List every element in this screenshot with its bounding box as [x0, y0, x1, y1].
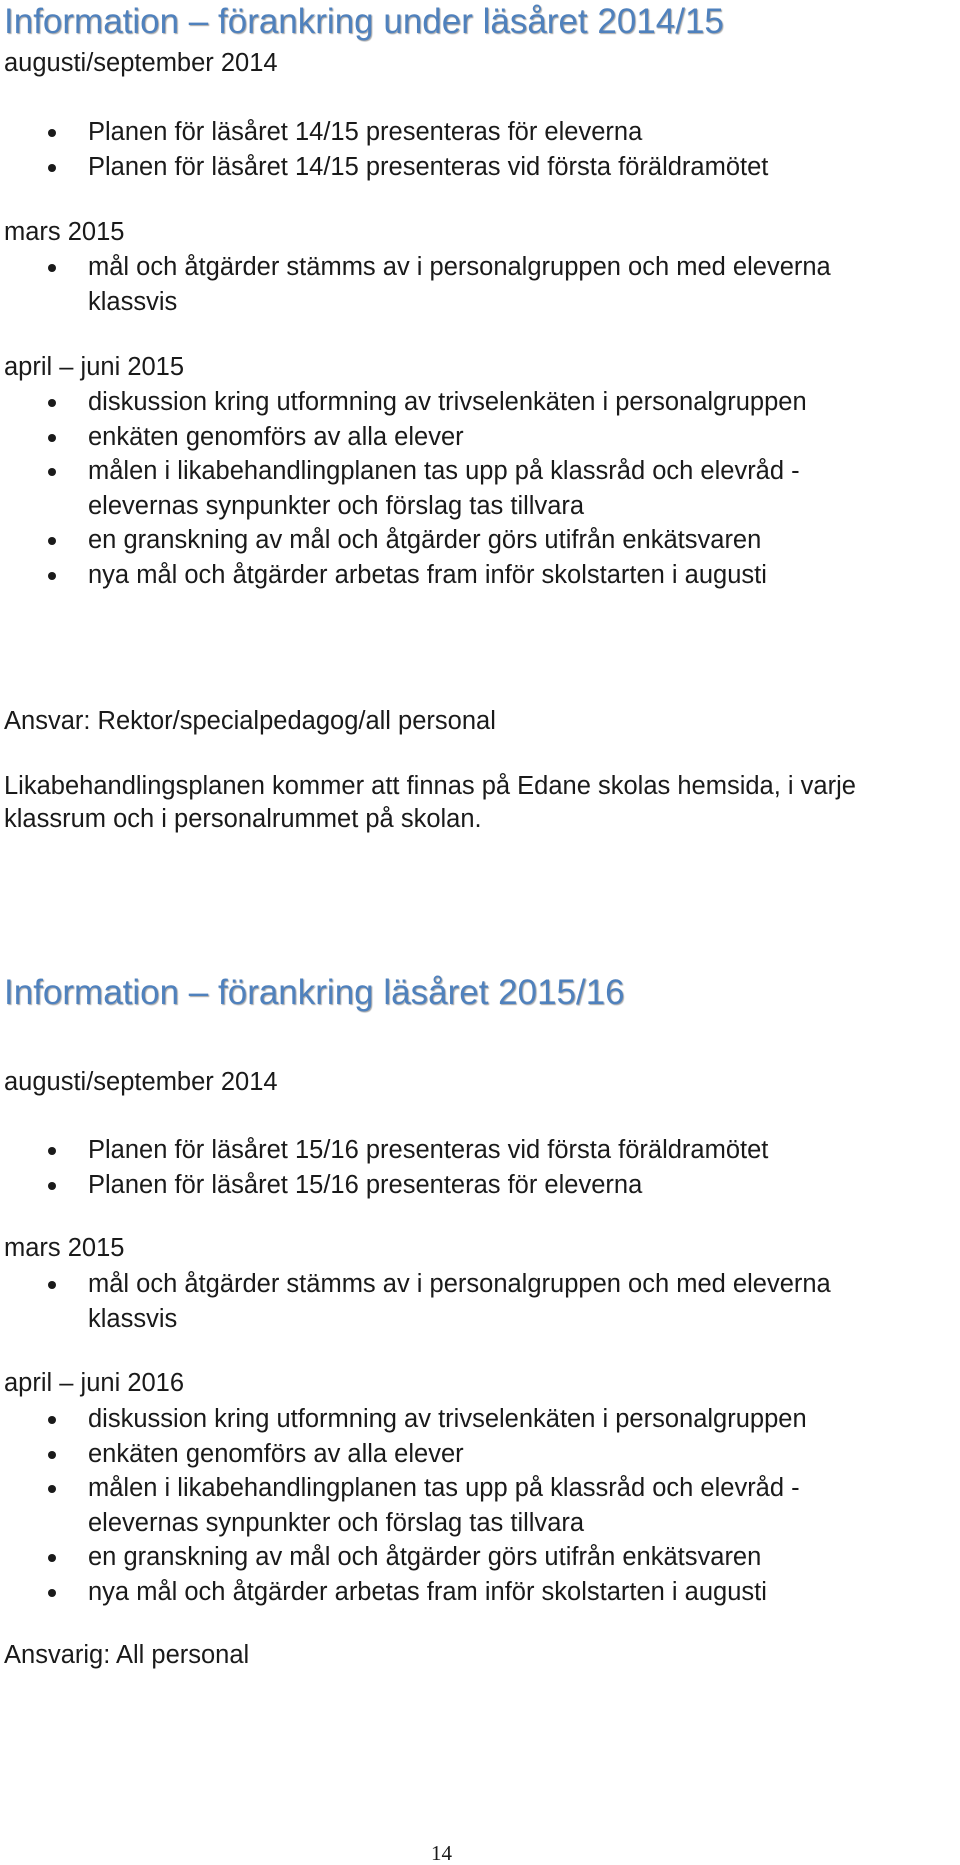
list-item: mål och åtgärder stämms av i personalgruppen och med eleverna: [0, 250, 831, 285]
bullet-icon: [48, 399, 56, 407]
page-number: 14: [431, 1841, 452, 1865]
bullet-icon: [48, 1451, 56, 1459]
list-item: en granskning av mål och åtgärder görs utifrån enkätsvaren: [0, 523, 807, 558]
list-item-continuation: klassvis: [88, 1304, 178, 1333]
bullet-icon: [48, 1182, 56, 1190]
section-1-period-2: mars 2015: [4, 218, 125, 246]
bullet-icon: [48, 1147, 56, 1155]
bullet-icon: [48, 264, 56, 272]
list-item: diskussion kring utformning av trivselenkäten i personalgruppen: [0, 385, 807, 420]
section-1-publication-line-2: klassrum och i personalrummet på skolan.: [4, 805, 482, 833]
section-1-heading: Information – förankring under läsåret 2014/15: [4, 2, 724, 41]
bullet-icon: [48, 164, 56, 172]
section-2-period-3: april – juni 2016: [4, 1369, 185, 1397]
bullet-icon: [48, 1554, 56, 1562]
section-2-period-2: mars 2015: [4, 1234, 125, 1262]
list-item-continuation: elevernas synpunkter och förslag tas tillvara: [88, 1508, 585, 1537]
list-item-continuation: elevernas synpunkter och förslag tas tillvara: [88, 491, 585, 520]
bullet-icon: [48, 1416, 56, 1424]
section-2-heading: Information – förankring läsåret 2015/16: [4, 973, 625, 1012]
list-item: nya mål och åtgärder arbetas fram inför skolstarten i augusti: [0, 558, 807, 593]
bullet-icon: [48, 572, 56, 580]
list-item: målen i likabehandlingplanen tas upp på klassråd och elevråd -: [0, 1471, 807, 1506]
section-1-period-2-list: [0, 250, 831, 319]
list-item: enkäten genomförs av alla elever: [0, 1437, 807, 1472]
list-item-continuation: klassvis: [88, 287, 178, 316]
section-2-period-1-list: [0, 1133, 768, 1202]
section-1-responsibility: Ansvar: Rektor/specialpedagog/all personal: [4, 707, 496, 735]
section-1-period-3: april – juni 2015: [4, 353, 185, 381]
list-item: diskussion kring utformning av trivselenkäten i personalgruppen: [0, 1402, 807, 1437]
section-2-responsibility: Ansvarig: All personal: [4, 1641, 250, 1669]
section-1-period-1-list: [0, 115, 768, 184]
list-item: Planen för läsåret 15/16 presenteras vid första föräldramötet: [0, 1133, 768, 1168]
section-1-period-3-list: [0, 385, 807, 592]
list-item: nya mål och åtgärder arbetas fram inför skolstarten i augusti: [0, 1575, 807, 1610]
bullet-icon: [48, 537, 56, 545]
bullet-icon: [48, 1485, 56, 1493]
bullet-icon: [48, 129, 56, 137]
list-item: Planen för läsåret 14/15 presenteras vid första föräldramötet: [0, 150, 768, 185]
bullet-icon: [48, 434, 56, 442]
section-2-period-1: augusti/september 2014: [4, 1068, 278, 1096]
bullet-icon: [48, 468, 56, 476]
section-2-period-3-list: [0, 1402, 807, 1609]
section-1-period-1: augusti/september 2014: [4, 49, 278, 77]
bullet-icon: [48, 1281, 56, 1289]
section-2-period-2-list: [0, 1267, 831, 1336]
list-item: Planen för läsåret 14/15 presenteras för eleverna: [0, 115, 768, 150]
list-item: en granskning av mål och åtgärder görs utifrån enkätsvaren: [0, 1540, 807, 1575]
section-1-publication-line-1: Likabehandlingsplanen kommer att finnas på Edane skolas hemsida, i varje: [4, 772, 856, 800]
list-item: Planen för läsåret 15/16 presenteras för eleverna: [0, 1168, 768, 1203]
bullet-icon: [48, 1589, 56, 1597]
list-item: enkäten genomförs av alla elever: [0, 420, 807, 455]
list-item: mål och åtgärder stämms av i personalgruppen och med eleverna: [0, 1267, 831, 1302]
list-item: målen i likabehandlingplanen tas upp på klassråd och elevråd -: [0, 454, 807, 489]
